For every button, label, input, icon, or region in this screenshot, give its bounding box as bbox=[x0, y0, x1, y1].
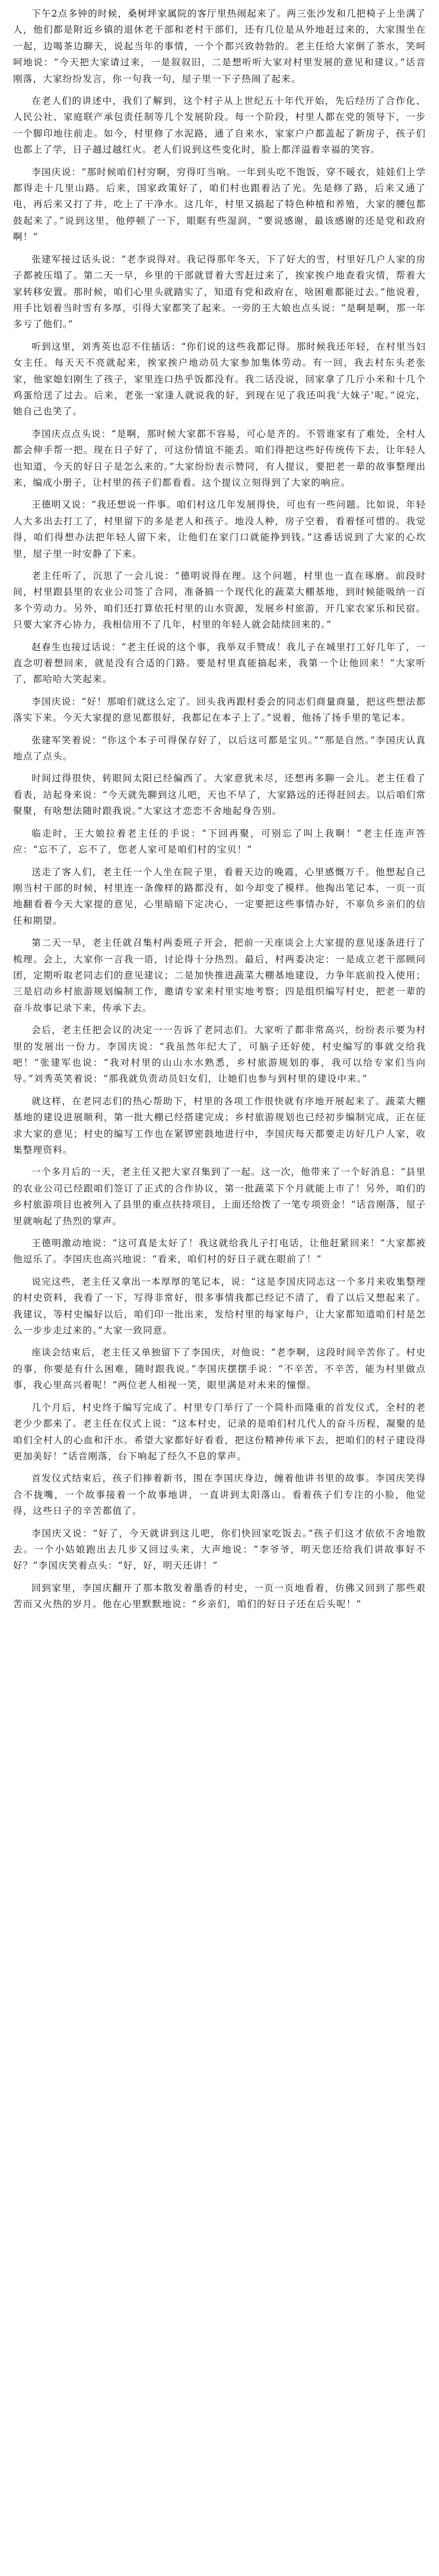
paragraph-9: 赵春生也接过话说：“老主任说的这个事，我举双手赞成！我儿子在城里打工好几年了，一直念叨着想回来，就是没有合适的门路。要是村里真能搞起来，我第一个让他回来！”大家听了，都哈哈大笑起来。 bbox=[13, 641, 426, 685]
paragraph-1: 下午2点多钟的时候，桑树坪家属院的客厅里热闹起来了。两三张沙发和几把椅子上坐满了人，他们都是附近乡镇的退休老干部和老村干部们，还有几位是从外地赶过来的，大家围坐在一起，边喝茶边聊天，说起当年的事情，一个个都兴致勃勃的。老主任给大家倒了茶水，笑呵呵地说：“今天把大家请过来，一是叙叙旧，二是想听听大家对村里发展的意见和建议。”话音刚落，大家纷纷发言，你一句我一句，屋子里一下子热闹了起来。 bbox=[13, 8, 426, 84]
paragraph-2: 在老人们的讲述中，我们了解到，这个村子从上世纪五十年代开始，先后经历了合作化、人民公社、家庭联产承包责任制等几个发展阶段。每一个阶段，村里人都在党的领导下，一步一个脚印地往前走。如今，村里修了水泥路，通了自来水，家家户户都盖起了新房子，孩子们也都上了学，日子越过越红火。老人们说到这些变化时，脸上都洋溢着幸福的笑容。 bbox=[13, 96, 426, 156]
paragraph-16: 会后，老主任把会议的决定一一告诉了老同志们。大家听了都非常高兴，纷纷表示要为村里的发展出一份力。李国庆说：“我虽然年纪大了，可脑子还好使，村史编写的事就交给我吧！”张建军也说：“我对村里的山山水水熟悉，乡村旅游规划的事，我可以给专家们当向导。”刘秀英笑着说：“那我就负责动员妇女们，让她们也参与到村里的建设中来。” bbox=[13, 1025, 426, 1085]
paragraph-18: 一个多月后的一天，老主任又把大家召集到了一起。这一次，他带来了一个好消息：“县里的农业公司已经跟咱们签订了正式的合作协议，第一批蔬菜下个月就能上市了！另外，咱们的乡村旅游项目也被列入了县里的重点扶持项目，上面还给拨了一笔专项资金！”话音刚落，屋子里就响起了热烈的掌声。 bbox=[13, 1167, 426, 1227]
paragraph-11: 张建军笑着说：“你这个本子可得保存好了，以后这可都是宝贝。”“那是自然。”李国庆认真地点了点头。 bbox=[13, 734, 426, 762]
paragraph-5: 听到这里，刘秀英也忍不住插话：“你们说的这些我都记得。那时候我还年轻，在村里当妇女主任。每天天不亮就起来，挨家挨户地动员大家参加集体劳动。有一回，我去村东头老张家，他家媳妇刚生了孩子，家里连口热乎饭都没有。我二话没说，回家拿了几斤小米和十几个鸡蛋给送了过去。后来，老张一家逢人就说我的好，到现在见了我还叫我‘大妹子’呢。”说完，她自己也笑了。 bbox=[13, 341, 426, 417]
article-body bbox=[13, 6, 426, 1613]
paragraph-24: 李国庆又说：“好了，今天就讲到这儿吧，你们快回家吃饭去。”孩子们这才依依不舍地散去。一个小姑娘跑出去几步又回过头来，大声地说：“李爷爷，明天您还给我们讲故事好不好？”李国庆笑着点头：“好，好，明天还讲！” bbox=[13, 1528, 426, 1571]
paragraph-25: 回到家里，李国庆翻开了那本散发着墨香的村史，一页一页地看着，仿佛又回到了那些艰苦而又火热的岁月。他在心里默默地说：“乡亲们，咱们的好日子还在后头呢！” bbox=[13, 1582, 426, 1610]
paragraph-17: 就这样，在老同志们的热心帮助下，村里的各项工作很快就有序地开展起来了。蔬菜大棚基地的建设进展顺利，第一批大棚已经搭建完成；乡村旅游规划也已经初步编制完成，正在征求大家的意见；村史的编写工作也在紧锣密鼓地进行中，李国庆每天都要走访好几户人家，收集整理资料。 bbox=[13, 1095, 426, 1155]
paragraph-7: 王德明又说：“我还想说一件事。咱们村这几年发展得快，可也有一些问题。比如说，年轻人大多出去打工了，村里留下的多是老人和孩子。地没人种，房子空着，看着怪可惜的。我觉得，咱们得想办法把年轻人留下来，让他们在家门口就能挣到钱。”这番话说到了大家的心坎里，屋子里一时安静了下来。 bbox=[13, 499, 426, 559]
paragraph-6: 李国庆点点头说：“是啊，那时候大家都不容易，可心是齐的。不管谁家有了难处，全村人都会伸手帮一把。现在日子好了，可这份情谊不能丢。咱们得把这些好传统传下去，让年轻人也知道，今天的好日子是怎么来的。”大家纷纷表示赞同，有人提议，要把老一辈的故事整理出来，编成小册子，让村里的孩子们都看看。这个提议立刻得到了大家的响应。 bbox=[13, 428, 426, 488]
paragraph-21: 座谈会结束后，老主任又单独留下了李国庆，对他说：“老李啊，这段时间辛苦你了。村史的事，你要是有什么困难，随时跟我说。”李国庆摆摆手说：“不辛苦，不辛苦，能为村里做点事，我心里高兴着呢！”两位老人相视一笑，眼里满是对未来的憧憬。 bbox=[13, 1347, 426, 1391]
paragraph-12: 时间过得很快，转眼间太阳已经偏西了。大家意犹未尽，还想再多聊一会儿。老主任看了看表，站起身来说：“今天就先聊到这儿吧，天也不早了，大家路远的还得赶回去。以后咱们常聚聚，有啥想法随时跟我说。”大家这才恋恋不舍地起身告别。 bbox=[13, 773, 426, 817]
paragraph-22: 几个月后，村史终于编写完成了。村里专门举行了一个简朴而隆重的首发仪式，全村的老老少少都来了。老主任在仪式上说：“这本村史，记录的是咱们村几代人的奋斗历程，凝聚的是咱们全村人的心血和汗水。希望大家都好好看看，把这份精神传承下去，把咱们的村子建设得更加美好！”话音刚落，台下响起了经久不息的掌声。 bbox=[13, 1402, 426, 1462]
paragraph-10: 李国庆说：“好！那咱们就这么定了。回头我再跟村委会的同志们商量商量，把这些想法都落实下来。今天大家提的意见都很好，我都记在本子上了。”说着，他扬了扬手里的笔记本。 bbox=[13, 696, 426, 724]
paragraph-8: 老主任听了，沉思了一会儿说：“德明说得在理。这个问题，村里也一直在琢磨。前段时间，村里跟县里的农业公司签了合同，准备搞一个现代化的蔬菜大棚基地，到时候能吸纳一百多个劳动力。另外，咱们还打算依托村里的山水资源，发展乡村旅游，开几家农家乐和民宿。只要大家齐心协力，我相信用不了几年，村里的年轻人就会陆续回来的。” bbox=[13, 571, 426, 630]
paragraph-20: 说完这些，老主任又拿出一本厚厚的笔记本，说：“这是李国庆同志这一个多月来收集整理的村史资料，我看了一下，写得非常好，很多事情我都已经记不清了，看了以后又想起来了。我建议，等村史编好以后，咱们印一批出来，发给村里的每家每户，让大家都知道咱们村是怎么一步步走过来的。”大家一致同意。 bbox=[13, 1276, 426, 1336]
paragraph-19: 王德明激动地说：“这可真是太好了！我这就给我儿子打电话，让他赶紧回来！”大家都被他逗乐了。李国庆也高兴地说：“看来，咱们村的好日子就在眼前了！” bbox=[13, 1238, 426, 1265]
paragraph-14: 送走了客人们，老主任一个人坐在院子里，看着天边的晚霞，心里感慨万千。他想起自己刚当村干部的时候，村里连一条像样的路都没有，如今却变了模样。他掏出笔记本，一页一页地翻看着今天大家提的意见，心里暗暗下定决心，一定要把这些事情办好，不辜负乡亲们的信任和期望。 bbox=[13, 866, 426, 926]
paragraph-15: 第二天一早，老主任就召集村两委班子开会，把前一天座谈会上大家提的意见逐条进行了梳理。会上，大家你一言我一语，讨论得十分热烈。最后，村两委决定：一是成立老干部顾问团，定期听取老同志们的意见建议；二是加快推进蔬菜大棚基地建设，力争年底前投入使用；三是启动乡村旅游规划编制工作，邀请专家来村里实地考察；四是组织编写村史，把老一辈的奋斗故事记录下来，传承下去。 bbox=[13, 937, 426, 1013]
paragraph-4: 张建军接过话头说：“老李说得对。我记得那年冬天，下了好大的雪，村里好几户人家的房子都被压塌了。第二天一早，乡里的干部就冒着大雪赶过来了，挨家挨户地查看灾情，帮着大家转移安置。那时候，咱们心里头就踏实了，知道有党和政府在，啥困难都能过去。”他说着，用手比划着当时雪有多厚，引得大家都笑了起来。一旁的王大娘也点头说：“是啊是啊，那一年多亏了他们。” bbox=[13, 254, 426, 330]
paragraph-13: 临走时，王大娘拉着老主任的手说：“下回再聚，可别忘了叫上我啊！”老主任连声答应：“忘不了，忘不了，您老人家可是咱们村的宝贝！” bbox=[13, 828, 426, 856]
paragraph-3: 李国庆说：“那时候咱们村穷啊，穷得叮当响。一年到头吃不饱饭，穿不暖衣，娃娃们上学都得走十几里山路。后来，国家政策好了，咱们村也跟着沾了光。先是修了路，后来又通了电，再后来又打了井，吃上了干净水。这几年，村里又搞起了特色种植和养殖，大家的腰包都鼓起来了。”说到这里，他停顿了一下，眼眶有些湿润，“要说感谢，最该感谢的还是党和政府啊！” bbox=[13, 166, 426, 243]
paragraph-23: 首发仪式结束后，孩子们捧着新书，围在李国庆身边，缠着他讲书里的故事。李国庆笑得合不拢嘴，一个故事接着一个故事地讲，一直讲到太阳落山。看着孩子们专注的小脸，他觉得，这些日子的辛苦都值了。 bbox=[13, 1473, 426, 1517]
